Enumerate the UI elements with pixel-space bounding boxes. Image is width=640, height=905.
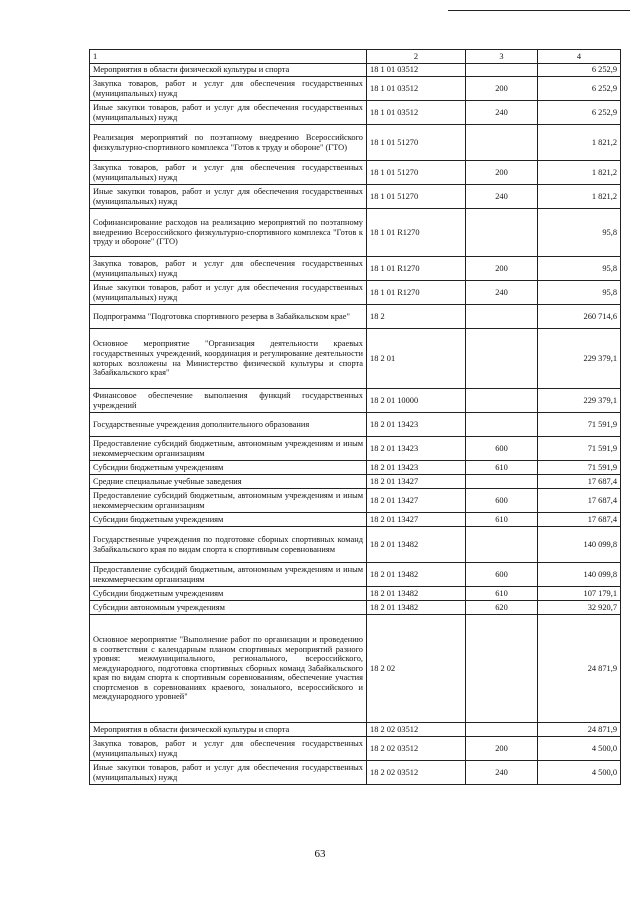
- row-name-cell: Иные закупки товаров, работ и услуг для обеспечения государственных (муниципальных) нужд: [90, 281, 367, 305]
- row-amount-cell: 71 591,9: [538, 461, 621, 475]
- row-type-cell: [466, 413, 538, 437]
- row-type-cell: 610: [466, 513, 538, 527]
- row-name-cell: Средние специальные учебные заведения: [90, 475, 367, 489]
- row-amount-cell: 1 821,2: [538, 161, 621, 185]
- row-type-cell: 200: [466, 77, 538, 101]
- row-name-cell: Государственные учреждения дополнительного образования: [90, 413, 367, 437]
- row-type-cell: 240: [466, 281, 538, 305]
- row-code-cell: 18 2 02 03512: [367, 723, 466, 737]
- row-amount-cell: 95,8: [538, 281, 621, 305]
- row-code-cell: 18 1 01 R1270: [367, 281, 466, 305]
- table-row: [90, 161, 621, 185]
- row-type-cell: 240: [466, 185, 538, 209]
- row-code-cell: 18 2 02 03512: [367, 737, 466, 761]
- row-type-cell: 240: [466, 101, 538, 125]
- row-amount-cell: 4 500,0: [538, 737, 621, 761]
- table-row: [90, 489, 621, 513]
- table-row: [90, 209, 621, 257]
- header-col-4: 4: [538, 50, 621, 64]
- table-row: [90, 305, 621, 329]
- row-name-cell: Основное мероприятие "Выполнение работ по организации и проведению в соответствии с календарным планом спортивных мероприятий разного уровня: межмуниципального, регионального, всероссийского, международного, подготовка спортивных сборных команд Забайкальского края по видам спорта к спортивным соревнованиям, обеспечение участия спортсменов в соревнованиях краевого, зонального, всероссийского и международного уровней": [90, 615, 367, 723]
- row-amount-cell: 32 920,7: [538, 601, 621, 615]
- row-code-cell: 18 1 01 R1270: [367, 209, 466, 257]
- row-code-cell: 18 2 01 13482: [367, 601, 466, 615]
- row-amount-cell: 71 591,9: [538, 437, 621, 461]
- row-code-cell: 18 1 01 R1270: [367, 257, 466, 281]
- table-row: [90, 413, 621, 437]
- row-amount-cell: 95,8: [538, 257, 621, 281]
- table-row: [90, 329, 621, 389]
- row-code-cell: 18 2 01 10000: [367, 389, 466, 413]
- row-amount-cell: 1 821,2: [538, 125, 621, 161]
- table-row: [90, 101, 621, 125]
- table-row: [90, 723, 621, 737]
- row-amount-cell: 229 379,1: [538, 329, 621, 389]
- header-col-2: 2: [367, 50, 466, 64]
- row-type-cell: [466, 723, 538, 737]
- table-header-row: [90, 50, 621, 64]
- row-name-cell: Субсидии автономным учреждениям: [90, 601, 367, 615]
- row-code-cell: 18 1 01 03512: [367, 77, 466, 101]
- row-code-cell: 18 1 01 03512: [367, 64, 466, 77]
- row-amount-cell: 71 591,9: [538, 413, 621, 437]
- row-name-cell: Закупка товаров, работ и услуг для обеспечения государственных (муниципальных) нужд: [90, 161, 367, 185]
- row-code-cell: 18 2 01 13427: [367, 513, 466, 527]
- row-code-cell: 18 1 01 51270: [367, 161, 466, 185]
- table-row: [90, 615, 621, 723]
- row-type-cell: [466, 64, 538, 77]
- row-code-cell: 18 1 01 51270: [367, 185, 466, 209]
- table-row: [90, 737, 621, 761]
- row-type-cell: [466, 329, 538, 389]
- row-amount-cell: 6 252,9: [538, 64, 621, 77]
- header-col-3: 3: [466, 50, 538, 64]
- row-name-cell: Предоставление субсидий бюджетным, автономным учреждениям и иным некоммерческим организациям: [90, 437, 367, 461]
- row-amount-cell: 17 687,4: [538, 513, 621, 527]
- row-amount-cell: 260 714,6: [538, 305, 621, 329]
- row-amount-cell: 17 687,4: [538, 475, 621, 489]
- row-amount-cell: 140 099,8: [538, 527, 621, 563]
- table-row: [90, 64, 621, 77]
- row-code-cell: 18 1 01 03512: [367, 101, 466, 125]
- row-amount-cell: 1 821,2: [538, 185, 621, 209]
- row-type-cell: [466, 125, 538, 161]
- row-name-cell: Иные закупки товаров, работ и услуг для обеспечения государственных (муниципальных) нужд: [90, 185, 367, 209]
- table-row: [90, 513, 621, 527]
- row-code-cell: 18 2 01 13482: [367, 563, 466, 587]
- row-code-cell: 18 2 02 03512: [367, 761, 466, 785]
- row-amount-cell: 6 252,9: [538, 101, 621, 125]
- row-amount-cell: 107 179,1: [538, 587, 621, 601]
- row-code-cell: 18 2: [367, 305, 466, 329]
- table-row: [90, 601, 621, 615]
- row-name-cell: Реализация мероприятий по поэтапному внедрению Всероссийского физкультурно-спортивного комплекса "Готов к труду и обороне" (ГТО): [90, 125, 367, 161]
- table-row: [90, 185, 621, 209]
- budget-table-container: [89, 49, 617, 785]
- row-type-cell: 600: [466, 437, 538, 461]
- row-name-cell: Закупка товаров, работ и услуг для обеспечения государственных (муниципальных) нужд: [90, 737, 367, 761]
- table-row: [90, 437, 621, 461]
- table-row: [90, 257, 621, 281]
- row-name-cell: Предоставление субсидий бюджетным, автономным учреждениям и иным некоммерческим организациям: [90, 563, 367, 587]
- row-name-cell: Закупка товаров, работ и услуг для обеспечения государственных (муниципальных) нужд: [90, 77, 367, 101]
- table-row: [90, 527, 621, 563]
- table-row: [90, 761, 621, 785]
- row-code-cell: 18 2 01 13482: [367, 527, 466, 563]
- row-amount-cell: 140 099,8: [538, 563, 621, 587]
- row-code-cell: 18 2 01 13482: [367, 587, 466, 601]
- row-amount-cell: 24 871,9: [538, 615, 621, 723]
- row-name-cell: Предоставление субсидий бюджетным, автономным учреждениям и иным некоммерческим организациям: [90, 489, 367, 513]
- row-type-cell: 200: [466, 257, 538, 281]
- row-type-cell: 610: [466, 587, 538, 601]
- row-name-cell: Иные закупки товаров, работ и услуг для обеспечения государственных (муниципальных) нужд: [90, 761, 367, 785]
- row-code-cell: 18 2 01 13423: [367, 413, 466, 437]
- row-name-cell: Закупка товаров, работ и услуг для обеспечения государственных (муниципальных) нужд: [90, 257, 367, 281]
- row-name-cell: Софинансирование расходов на реализацию мероприятий по поэтапному внедрению Всероссийского физкультурно-спортивного комплекса "Готов к труду и обороне" (ГТО): [90, 209, 367, 257]
- table-row: [90, 281, 621, 305]
- row-type-cell: 620: [466, 601, 538, 615]
- row-type-cell: [466, 475, 538, 489]
- row-type-cell: 610: [466, 461, 538, 475]
- row-amount-cell: 4 500,0: [538, 761, 621, 785]
- row-name-cell: Мероприятия в области физической культуры и спорта: [90, 64, 367, 77]
- table-row: [90, 77, 621, 101]
- table-row: [90, 475, 621, 489]
- row-amount-cell: 229 379,1: [538, 389, 621, 413]
- header-col-1: 1: [90, 50, 367, 64]
- row-type-cell: [466, 209, 538, 257]
- header-rule: [448, 10, 630, 11]
- row-code-cell: 18 2 01 13427: [367, 475, 466, 489]
- table-row: [90, 125, 621, 161]
- row-name-cell: Финансовое обеспечение выполнения функций государственных учреждений: [90, 389, 367, 413]
- row-type-cell: [466, 615, 538, 723]
- row-amount-cell: 6 252,9: [538, 77, 621, 101]
- row-name-cell: Государственные учреждения по подготовке сборных спортивных команд Забайкальского края по видам спорта к спортивным соревнованиям: [90, 527, 367, 563]
- table-body: [90, 64, 621, 785]
- row-code-cell: 18 2 01 13423: [367, 437, 466, 461]
- row-code-cell: 18 2 01 13423: [367, 461, 466, 475]
- row-type-cell: [466, 305, 538, 329]
- row-amount-cell: 17 687,4: [538, 489, 621, 513]
- row-type-cell: 240: [466, 761, 538, 785]
- row-code-cell: 18 2 02: [367, 615, 466, 723]
- row-name-cell: Субсидии бюджетным учреждениям: [90, 461, 367, 475]
- row-name-cell: Субсидии бюджетным учреждениям: [90, 587, 367, 601]
- budget-table: [89, 49, 621, 785]
- row-type-cell: [466, 389, 538, 413]
- row-type-cell: 200: [466, 161, 538, 185]
- row-code-cell: 18 1 01 51270: [367, 125, 466, 161]
- row-amount-cell: 95,8: [538, 209, 621, 257]
- row-type-cell: 200: [466, 737, 538, 761]
- row-type-cell: [466, 527, 538, 563]
- row-name-cell: Субсидии бюджетным учреждениям: [90, 513, 367, 527]
- row-code-cell: 18 2 01 13427: [367, 489, 466, 513]
- table-row: [90, 587, 621, 601]
- row-name-cell: Подпрограмма "Подготовка спортивного резерва в Забайкальском крае": [90, 305, 367, 329]
- row-code-cell: 18 2 01: [367, 329, 466, 389]
- row-name-cell: Иные закупки товаров, работ и услуг для обеспечения государственных (муниципальных) нужд: [90, 101, 367, 125]
- table-row: [90, 389, 621, 413]
- row-name-cell: Основное мероприятие "Организация деятельности краевых государственных учреждений, координация и регулирование деятельности которых возложены на Министерство физической культуры и спорта Забайкальского края": [90, 329, 367, 389]
- row-type-cell: 600: [466, 563, 538, 587]
- row-type-cell: 600: [466, 489, 538, 513]
- table-row: [90, 461, 621, 475]
- row-name-cell: Мероприятия в области физической культуры и спорта: [90, 723, 367, 737]
- row-amount-cell: 24 871,9: [538, 723, 621, 737]
- table-row: [90, 563, 621, 587]
- page-number: 63: [314, 848, 326, 860]
